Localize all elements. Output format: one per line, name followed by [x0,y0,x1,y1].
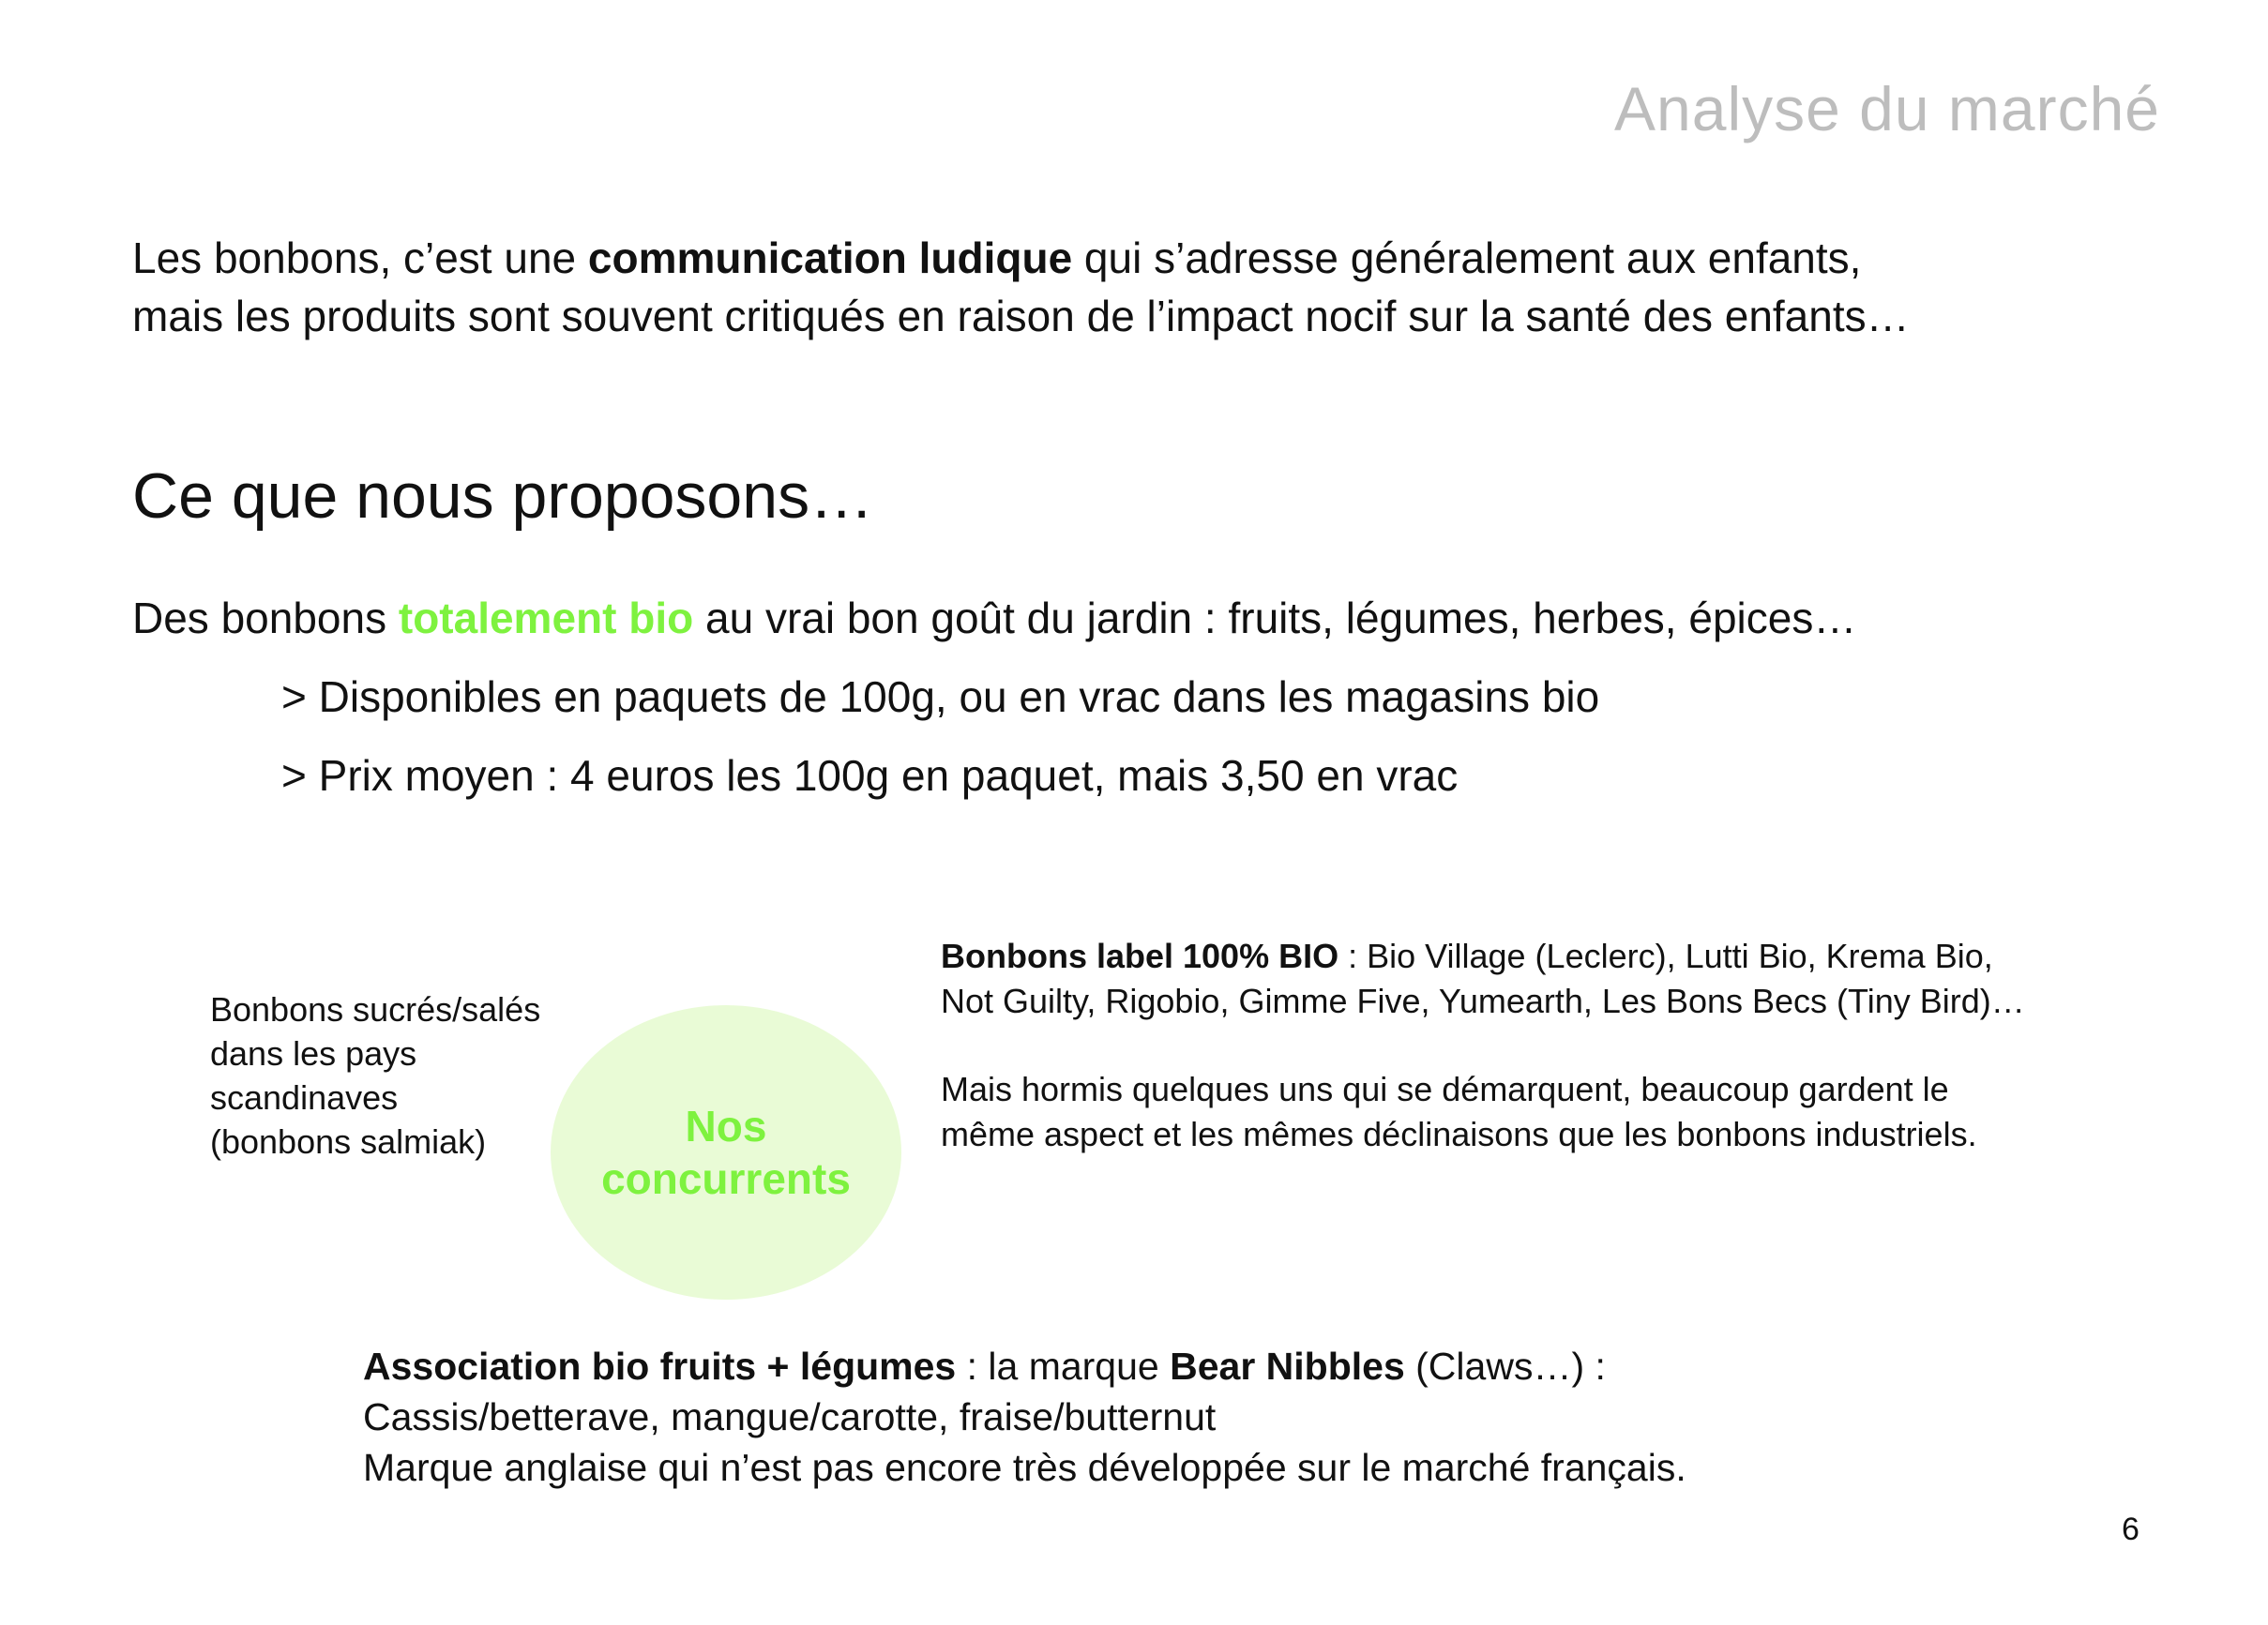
bio-label-line-1 [941,934,2235,979]
scandinavian-competitors [210,987,585,1164]
competitors-bubble [551,1005,901,1300]
intro-line-1-start: Les bonbons, c’est une [132,233,588,282]
scandinavian-line: Bonbons sucrés/salés [210,990,541,1029]
bio-label-line-3: Mais hormis quelques uns qui se démarquent, beaucoup gardent le [941,1070,1949,1108]
association-title: Association bio fruits + légumes [363,1345,957,1388]
association-line-2: Cassis/betterave, mangue/carotte, fraise/butternut [363,1395,1217,1438]
scandinavian-line: scandinaves [210,1078,399,1117]
section-title: Analyse du marché [1614,74,2160,143]
intro-emphasis: communication ludique [587,233,1073,282]
association-line-1 [363,1341,2145,1392]
bullet-price: > Prix moyen : 4 euros les 100g en paquet, mais 3,50 en vrac [281,751,1459,800]
association-line-3: Marque anglaise qui n’est pas encore très développée sur le marché français. [363,1446,1686,1489]
association-brand: Bear Nibbles [1170,1345,1405,1388]
intro-line-2: mais les produits sont souvent critiqués en raison de l’impact nocif sur la santé des enfants… [132,292,1910,340]
intro-line-1 [132,229,2196,287]
scandinavian-line: dans les pays [210,1034,417,1073]
bubble-label-line-1: Nos [685,1102,767,1151]
bio-label-line-2: Not Guilty, Rigobio, Gimme Five, Yumearth, Les Bons Becs (Tiny Bird)… [941,982,2025,1020]
proposal-text-end: au vrai bon goût du jardin : fruits, légumes, herbes, épices… [693,594,1857,642]
intro-line-1-end: qui s’adresse généralement aux enfants, [1072,233,1862,282]
proposal-text [132,593,1856,643]
bio-label-title: Bonbons label 100% BIO [941,937,1339,975]
proposal-text-start: Des bonbons [132,594,399,642]
bio-label-line-4: même aspect et les mêmes déclinaisons que les bonbons industriels. [941,1115,1977,1153]
scandinavian-line: (bonbons salmiak) [210,1122,487,1161]
bio-label-brands: : Bio Village (Leclerc), Lutti Bio, Krema Bio, [1338,937,1993,975]
page-number: 6 [2122,1512,2139,1547]
association-competitor [363,1341,2145,1493]
association-text-1: : la marque [956,1345,1171,1388]
bio-label-competitors [941,934,2235,1157]
paragraph-spacer [941,1024,2235,1067]
competitors-bubble-label [601,1100,851,1205]
intro-paragraph [132,229,2196,345]
bullet-availability: > Disponibles en paquets de 100g, ou en vrac dans les magasins bio [281,672,1600,721]
bubble-label-line-2: concurrents [601,1154,851,1203]
association-text-2: (Claws…) : [1404,1345,1606,1388]
proposal-highlight: totalement bio [398,594,694,642]
proposal-heading: Ce que nous proposons… [132,460,874,532]
